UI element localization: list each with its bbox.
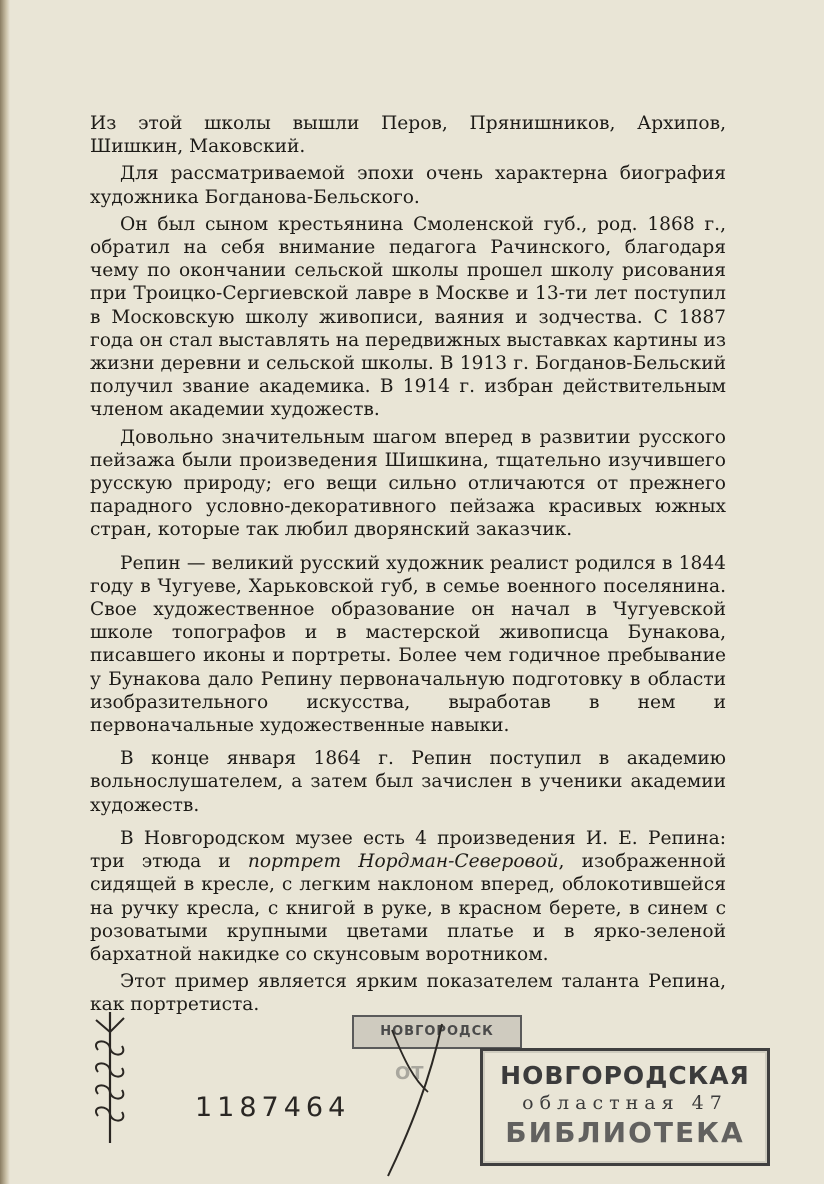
handwritten-mark-icon [88, 1010, 132, 1145]
strike-through-mark-icon [370, 1020, 480, 1180]
paragraph-6: В конце января 1864 г. Репин поступил в академию вольнослушателем, а затем был зачислен в ученики академии художеств. [90, 748, 726, 816]
inventory-number: 1187464 [195, 1092, 351, 1123]
paragraph-1: Из этой школы вышли Перов, Прянишников, Архипов, Шишкин, Маковский. [90, 113, 726, 158]
stamp-line-library-name: НОВГОРОДСКАЯ [500, 1061, 750, 1090]
page-number: 47 [691, 1092, 728, 1114]
paragraph-7-start: В Новгородском музее есть 4 произведения И. Е. Репина: три этюда и [90, 827, 726, 873]
paragraph-8: Этот пример является ярким показателем таланта Репина, как портретиста. [90, 971, 726, 1016]
page-binding-edge [0, 0, 10, 1184]
paragraph-5: Репин — великий русский художник реалист родился в 1844 году в Чугуеве, Харьковской губ, в семье военного поселянина. Свое художественное образование он начал в Чугуевской школе топографов и в мастерской живописца Бунакова, писавшего иконы и портреты. Более чем годичное пребывание у Бунакова дало Репину первоначальную подготовку в области изобразительного искусства, выработав в нем и первоначальные художественные навыки. [90, 552, 726, 737]
paragraph-2: Для рассматриваемой эпохи очень характерна биография художника Богданова-Бельского. [90, 163, 726, 208]
paragraph-7-end: , изображенной сидящей в кресле, с легким наклоном вперед, облокотившейся на ручку кресла, с книгой в руке, в красном берете, в синем с розоватыми крупными цветами платье и в ярко-зеленой бархатной накидке со скунсовым воротником. [90, 851, 726, 965]
body-text [90, 112, 726, 1017]
paragraph-4: Довольно значительным шагом вперед в развитии русского пейзажа были произведения Шишкина, тщательно изучившего русскую природу; его вещи сильно отличаются от прежнего парадного условно-декоративного пейзажа красивых южных стран, которые так любил дворянский заказчик. [90, 426, 726, 541]
paragraph-7 [90, 827, 726, 966]
stamp-line-region [483, 1092, 767, 1114]
old-library-stamp: НОВГОРОДСК [352, 1015, 522, 1049]
stamp-line-library: БИБЛИОТЕКА [505, 1116, 745, 1149]
library-stamp [480, 1048, 770, 1166]
faded-stamp-text: ОТ [395, 1063, 425, 1084]
portrait-title: портрет Нордман-Северовой [247, 851, 559, 873]
paragraph-3: Он был сыном крестьянина Смоленской губ., род. 1868 г., обратил на себя внимание педагога Рачинского, благодаря чему по окончании сельской школы прошел школу рисования при Троицко-Сергиевской лавре в Москве и 13-ти лет поступил в Московскую школу живописи, ваяния и зодчества. С 1887 года он стал выставлять на передвижных выставках картины из жизни деревни и сельской школы. В 1913 г. Богданов-Бельский получил звание академика. В 1914 г. избран действительным членом академии художеств. [90, 213, 727, 421]
stamp-region-word: областная [522, 1092, 680, 1114]
